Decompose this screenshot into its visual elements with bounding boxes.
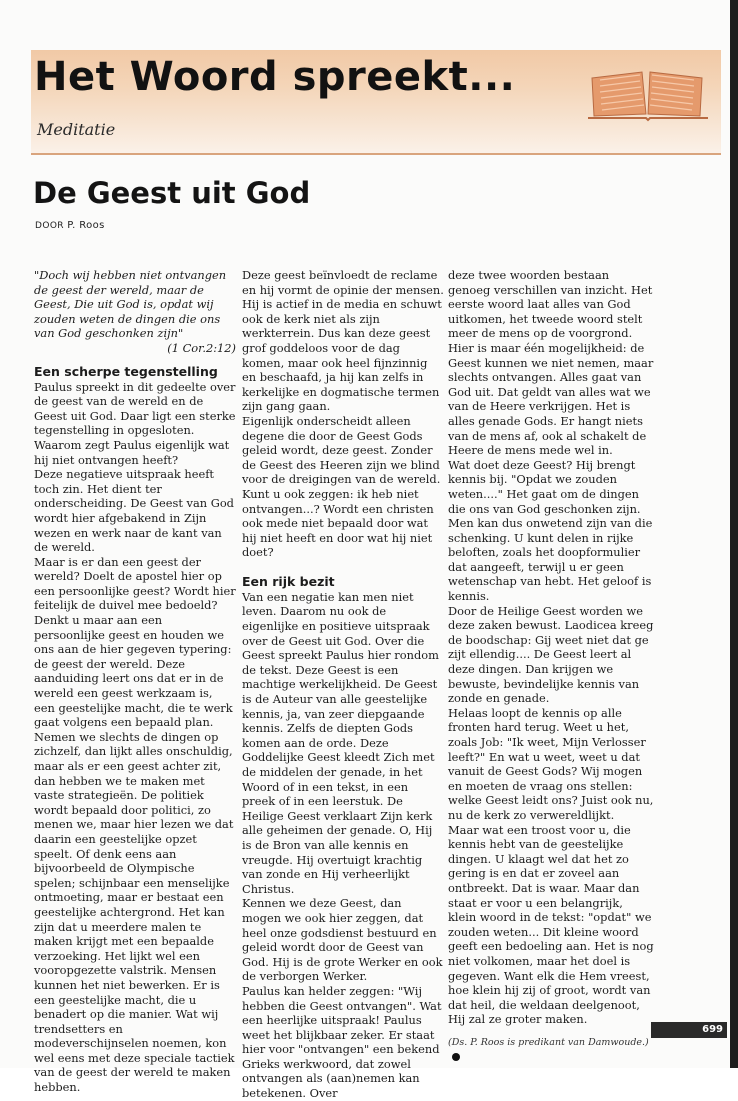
signature-text: (Ds. P. Roos is predikant van Damwoude.) [448,1036,649,1048]
epigraph: "Doch wij hebben niet ontvangen de geest der wereld, maar de Geest, Die uit God is, opdat wij zouden weten de dingen die ons van God geschonken zijn" [34,268,227,341]
article-title: De Geest uit God [33,176,311,210]
column-1 [34,268,236,1095]
epigraph-reference: (1 Cor.2:12) [167,340,236,355]
column-3 [448,268,654,1065]
paragraph: Eigenlijk onderscheidt alleen degene die door de Geest Gods geleid wordt, deze geest. Zonder de Geest des Heeren zijn we blind voor de dreigingen van de wereld. [242,413,441,487]
paragraph: Maar wat een troost voor u, die kennis hebt van de geestelijke dingen. U klaagt wel dat het zo gering is en dat er zoveel aan ontbreekt. Dat is waar. Maar dan staat er voor u een belangrijk, klein woord in de tekst: "opdat" we zouden weten... Dit kleine woord geeft een bedoeling aan. Het is nog niet volkomen, maar het doel is gegeven. Want elk die Hem vreest, hoe klein hij zij of groot, wordt van dat heil, die weldaan deelgenoot, Hij zal ze groter maken. [448,822,654,1027]
byline-author: P. Roos [67,220,105,231]
header-divider [31,153,721,155]
paragraph: Wat doet deze Geest? Hij brengt kennis bij. "Opdat we zouden weten...." Het gaat om de dingen die ons van God geschonken zijn. Men kan dus onwetend zijn van die schenking. U kunt delen in rijke beloften, zoals het doopformulier dat aangeeft, terwijl u er geen wetenschap van hebt. Het geloof is kennis. [448,457,653,604]
column-2 [242,268,444,1101]
author-signature [448,1036,654,1065]
scan-edge [730,0,738,1068]
paragraph: Maar is er dan een geest der wereld? Doelt de apostel hier op een persoonlijke geest? Wordt hier feitelijk de duivel mee bedoeld? Denkt u maar aan een persoonlijke geest en houden we ons aan de hier gegeven typering: de geest der wereld. Deze aanduiding leert ons dat er in de wereld een geest werkzaam is, een geestelijke macht, die te werk gaat volgens een bepaald plan. Nemen we slechts de dingen op zichzelf, dan lijkt alles onschuldig, maar als er een geest achter zit, dan hebben we te maken met vaste strategieën. De politiek wordt bepaald door politici, zo menen we, maar hier lezen we dat daarin een geestelijke opzet speelt. Of denk eens aan bijvoorbeeld de Olympische spelen; schijnbaar een menselijke ontmoeting, maar er bestaat een geestelijke achtergrond. Het kan zijn dat u meerdere malen te maken krijgt met een bepaalde verzoeking. Het lijkt wel een vooropgezette valstrik. Mensen kunnen het niet bewerken. Er is een geestelijke macht, die u benadert op die manier. Wat wij trendsetters en modeverschijnselen noemen, kon wel eens met deze speciale tactiek van de geest der wereld te maken hebben. [34,554,236,1095]
paragraph: deze twee woorden bestaan genoeg verschillen van inzicht. Het eerste woord laat alles van God uitkomen, het tweede woord stelt meer de mens op de voorgrond. Hier is maar één mogelijkheid: de Geest kunnen we niet nemen, maar slechts ontvangen. Alles gaat van God uit. Dat geldt van alles wat we van de Heere verkrijgen. Het is alles genade Gods. Er hangt niets van de mens af, ook al schakelt de Heere de mens mede wel in. [448,268,654,458]
byline [35,220,105,231]
paragraph: Door de Heilige Geest worden we deze zaken bewust. Laodicea kreeg de boodschap: Gij weet niet dat ge zijt ellendig.... De Geest leert al deze dingen. Dan krijgen we bewuste, bevindelijke kennis van zonde en genade. [448,603,654,706]
page-number: 699 [651,1022,727,1038]
end-mark-icon [452,1053,460,1061]
paragraph: Kunt u ook zeggen: ik heb niet ontvangen...? Wordt een christen ook mede niet bepaald door wat hij niet heeft en door wat hij niet doet? [242,486,434,560]
paragraph: Van een negatie kan men niet leven. Daarom nu ook de eigenlijke en positieve uitspraak over de Geest uit God. Over die Geest spreekt Paulus hier rondom de tekst. Deze Geest is een machtige werkelijkheid. De Geest is de Auteur van alle geestelijke kennis, ja, van zeer diepgaande kennis. Zelfs de diepten Gods komen aan de orde. Deze Goddelijke Geest kleedt Zich met de middelen der genade, in het Woord of in een tekst, in een preek of in een leerstuk. De Heilige Geest verklaart Zijn kerk alle geheimen der genade. O, Hij is de Bron van alle kennis en vreugde. Hij overtuigt krachtig van zonde en Hij verheerlijkt Christus. [242,589,439,896]
paragraph: Paulus spreekt in dit gedeelte over de geest van de wereld en de Geest uit God. Daar ligt een sterke tegenstelling in opgesloten. Waarom zegt Paulus eigenlijk wat hij niet ontvangen heeft? [34,379,236,467]
subheading-een-rijk-bezit: Een rijk bezit [242,573,335,589]
open-book-icon [586,58,710,122]
paragraph: Deze negatieve uitspraak heeft toch zin. Het dient ter onderscheiding. De Geest van God wordt hier afgebakend in Zijn wezen en werk naar de kant van de wereld. [34,467,234,555]
paragraph: Deze geest beïnvloedt de reclame en hij vormt de opinie der mensen. Hij is actief in de media en schuwt ook de kerk niet als zijn werkterrein. Dus kan deze geest grof goddeloos voor de dag komen, maar ook heel fijnzinnig en beschaafd, ja hij kan zelfs in kerkelijke en dogmatische termen zijn gang gaan. [242,268,444,414]
section-label: Meditatie [37,120,116,139]
paragraph: Helaas loopt de kennis op alle fronten hard terug. Weet u het, zoals Job: "Ik weet, Mijn Verlosser leeft?" En wat u weet, weet u dat vanuit de Geest Gods? Wij mogen en moeten de vraag ons stellen: welke Geest leidt ons? Juist ook nu, nu de kerk zo verwereldlijkt. [448,705,654,822]
paragraph: Paulus kan helder zeggen: "Wij hebben die Geest ontvangen". Wat een heerlijke uitspraak! Paulus weet het blijkbaar zeker. Er staat hier voor "ontvangen" een bekend Grieks werkwoord, dat zowel ontvangen als (aan)nemen kan betekenen. Over [242,983,442,1101]
byline-prefix: DOOR [35,221,64,231]
series-title: Het Woord spreekt... [34,54,516,100]
subheading-een-scherpe-tegenstelling: Een scherpe tegenstelling [34,363,218,379]
paragraph: Kennen we deze Geest, dan mogen we ook hier zeggen, dat heel onze godsdienst bestuurd en geleid wordt door de Geest van God. Hij is de grote Werker en ook de verborgen Werker. [242,896,443,984]
